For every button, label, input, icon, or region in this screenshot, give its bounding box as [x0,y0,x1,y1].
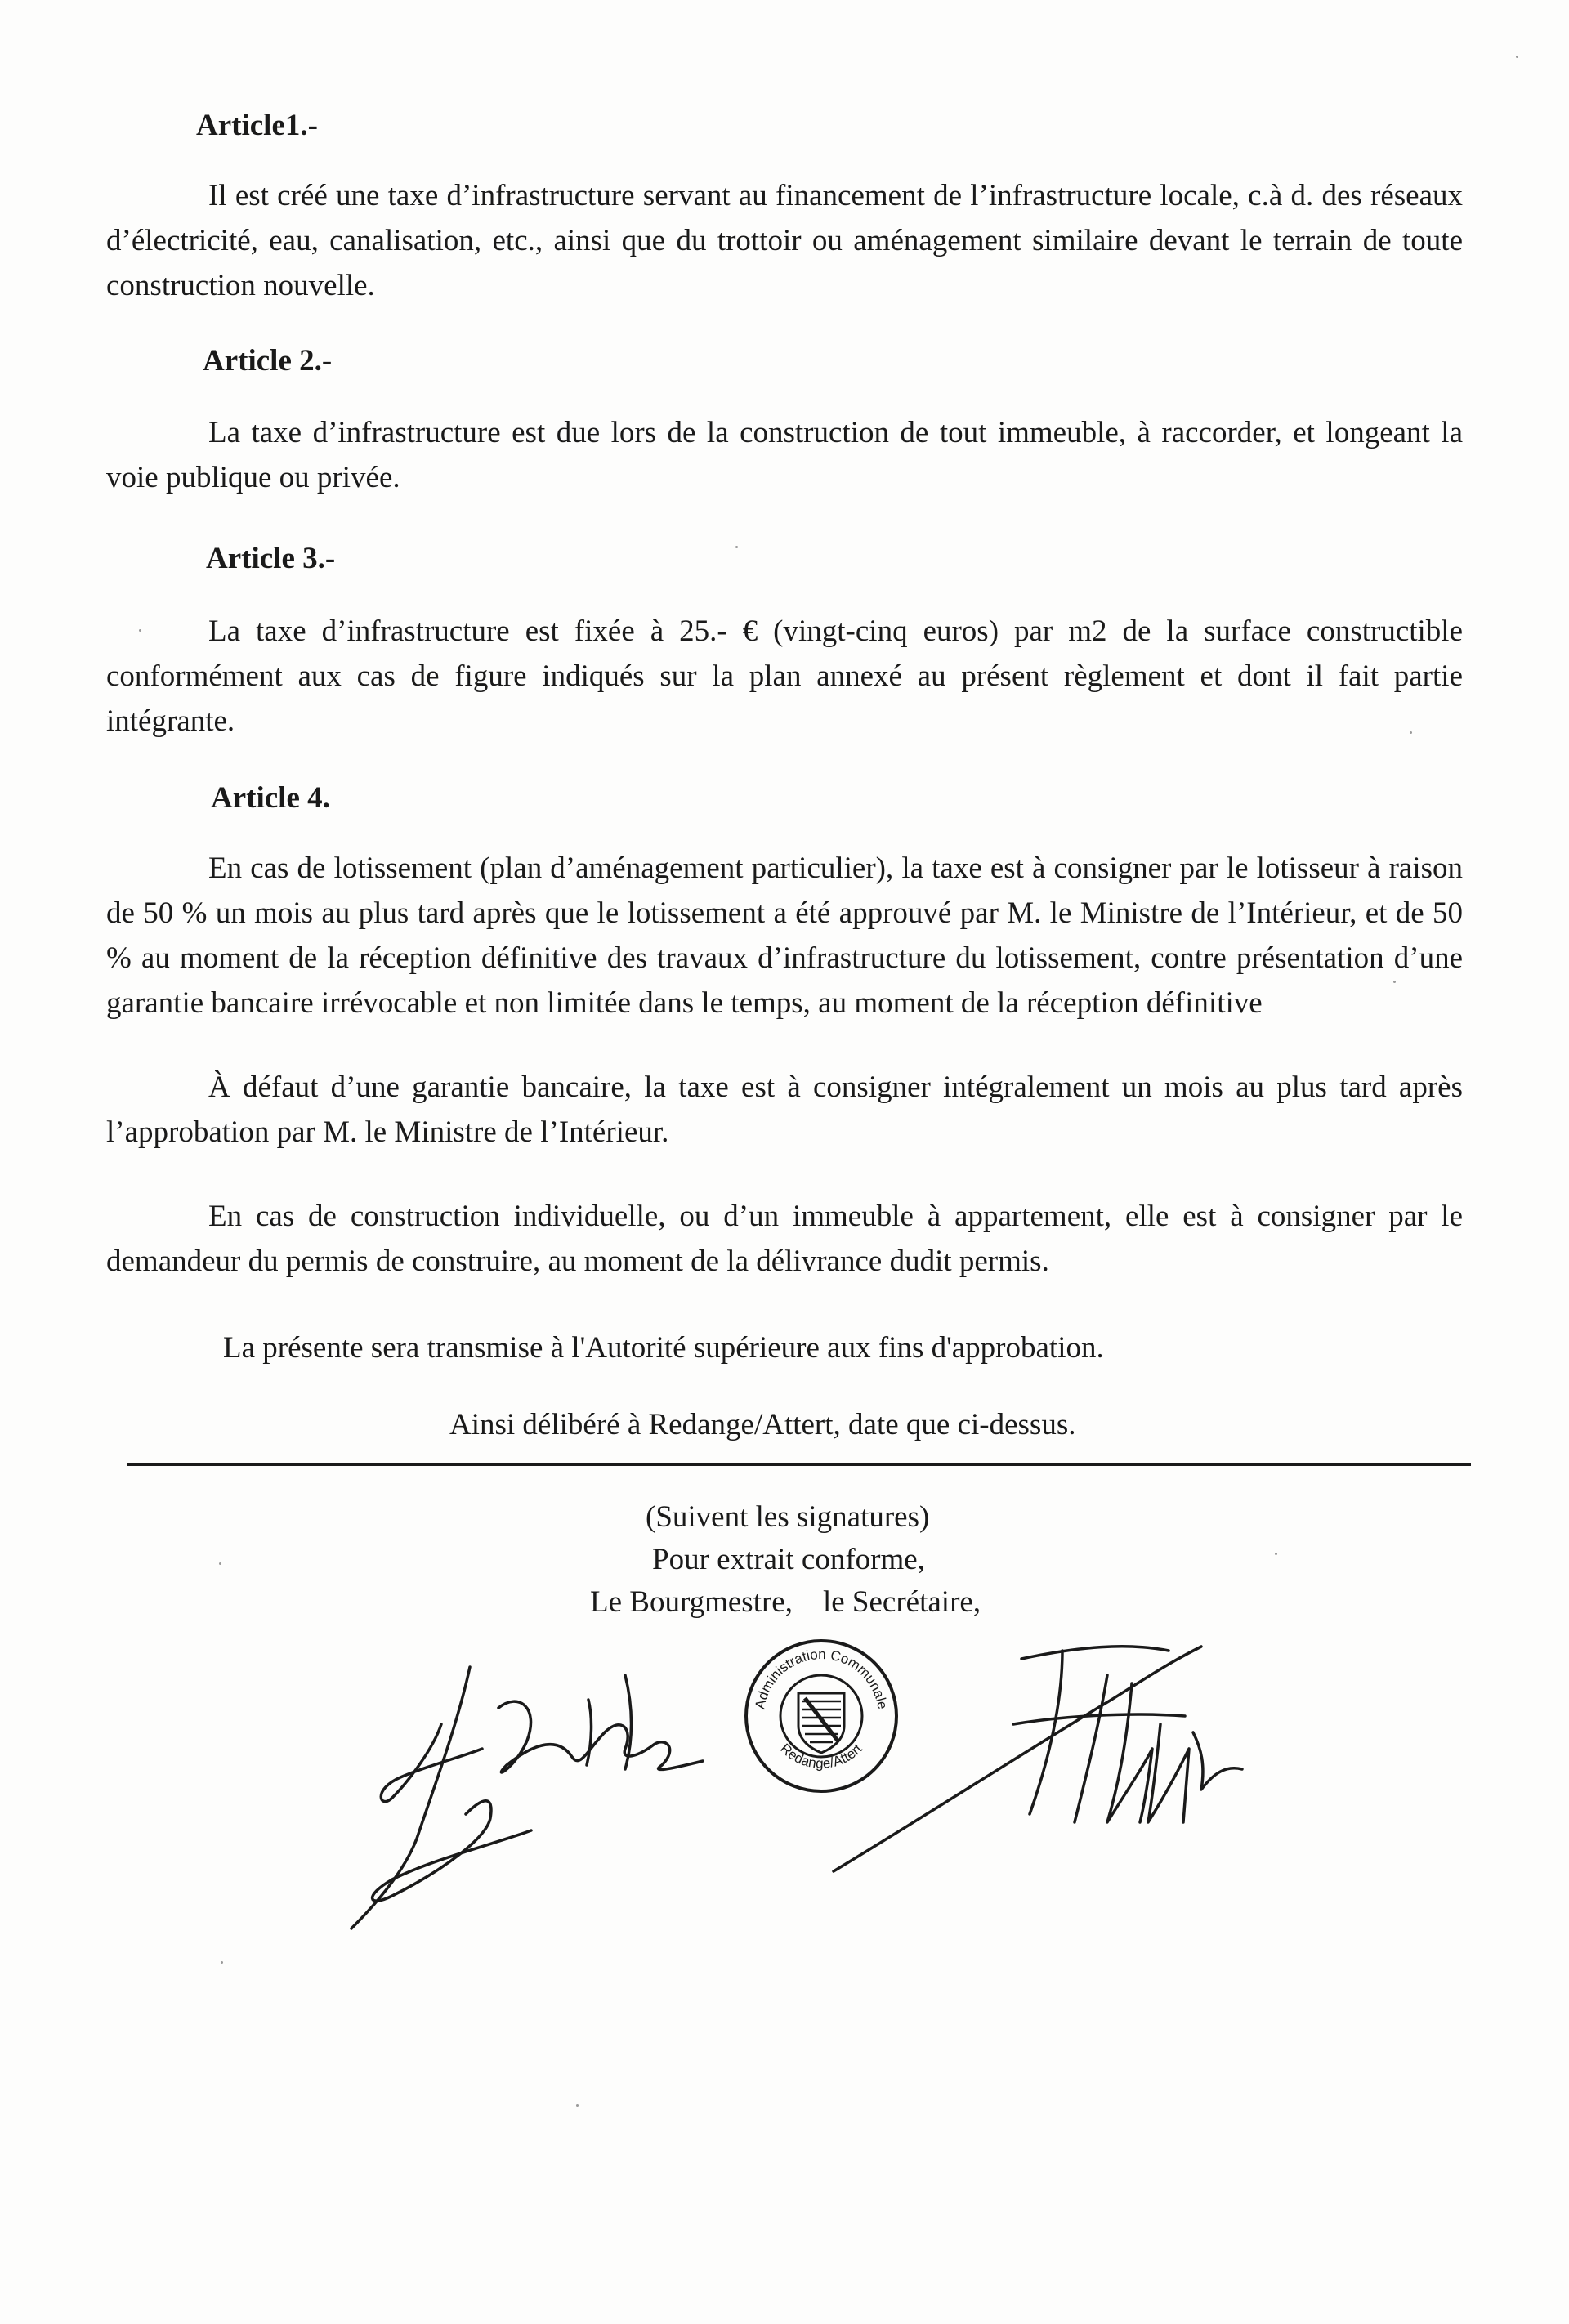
secretaire-signature [817,1626,1275,1879]
article-4-paragraph-construction: En cas de construction individuelle, ou d’un immeuble à appartement, elle est à consigner par le demandeur du permis de construire, au moment de la délivrance dudit permis. [106,1200,1463,1278]
seal-top-text: Administration Communale [752,1646,891,1711]
scan-speck [221,1961,223,1964]
scan-speck [735,546,738,548]
article-4-paragraph-garantie: À défaut d’une garantie bancaire, la taxe est à consigner intégralement un mois au plus tard après l’approbation par M. le Ministre de l’Intérieur. [106,1070,1463,1149]
article-2-body [106,410,1463,500]
article-3-paragraph: La taxe d’infrastructure est fixée à 25.- € (vingt-cinq euros) par m2 de la surface constructible conformément aux cas de figure indiqués sur la plan annexé au présent règlement et dont il fait partie intégrante. [106,615,1463,738]
article-1-body [106,173,1463,308]
article-3-body [106,609,1463,744]
seal-bottom-text: Redange/Attert [777,1741,865,1772]
article-3-heading: Article 3.- [206,542,336,575]
signature-separator-rule [127,1463,1471,1466]
article-4-body [106,846,1463,1284]
scan-speck [576,2104,579,2107]
scan-speck [1516,56,1518,58]
article-4-heading: Article 4. [211,781,330,815]
bourgmestre-signature [343,1626,719,1945]
transmission-note: La présente sera transmise à l'Autorité supérieure aux fins d'approbation. [223,1331,1104,1365]
deliberation-line: Ainsi délibéré à Redange/Attert, date que ci-dessus. [449,1408,1076,1441]
article-1-paragraph: Il est créé une taxe d’infrastructure servant au financement de l’infrastructure locale, c.à d. des réseaux d’électricité, eau, canalisation, etc., ainsi que du trottoir ou aménagement similaire devant le terrain de toute construction nouvelle. [106,179,1463,302]
article-4-paragraph-lotissement: En cas de lotissement (plan d’aménagement particulier), la taxe est à consigner par le lotisseur à raison de 50 % un mois au plus tard après que le lotissement a été approuvé par M. le Ministre de l’Intérieur, et de 50 % au moment de la réception définitive des travaux d’infrastructure du lotissement, contre présentation d’une garantie bancaire irrévocable et non limitée dans le temps, au moment de la réception définitive [106,851,1463,1020]
article-2-paragraph: La taxe d’infrastructure est due lors de la construction de tout immeuble, à raccorder, et longeant la voie publique ou privée. [106,416,1463,494]
scan-speck [1275,1553,1277,1555]
article-2-heading: Article 2.- [203,344,333,378]
signatures-note: (Suivent les signatures) [646,1500,930,1534]
extract-conforme-line: Pour extrait conforme, [652,1543,925,1576]
scan-speck [219,1562,221,1565]
signatory-roles: Le Bourgmestre, le Secrétaire, [590,1585,981,1619]
article-1-heading: Article1.- [196,109,318,142]
